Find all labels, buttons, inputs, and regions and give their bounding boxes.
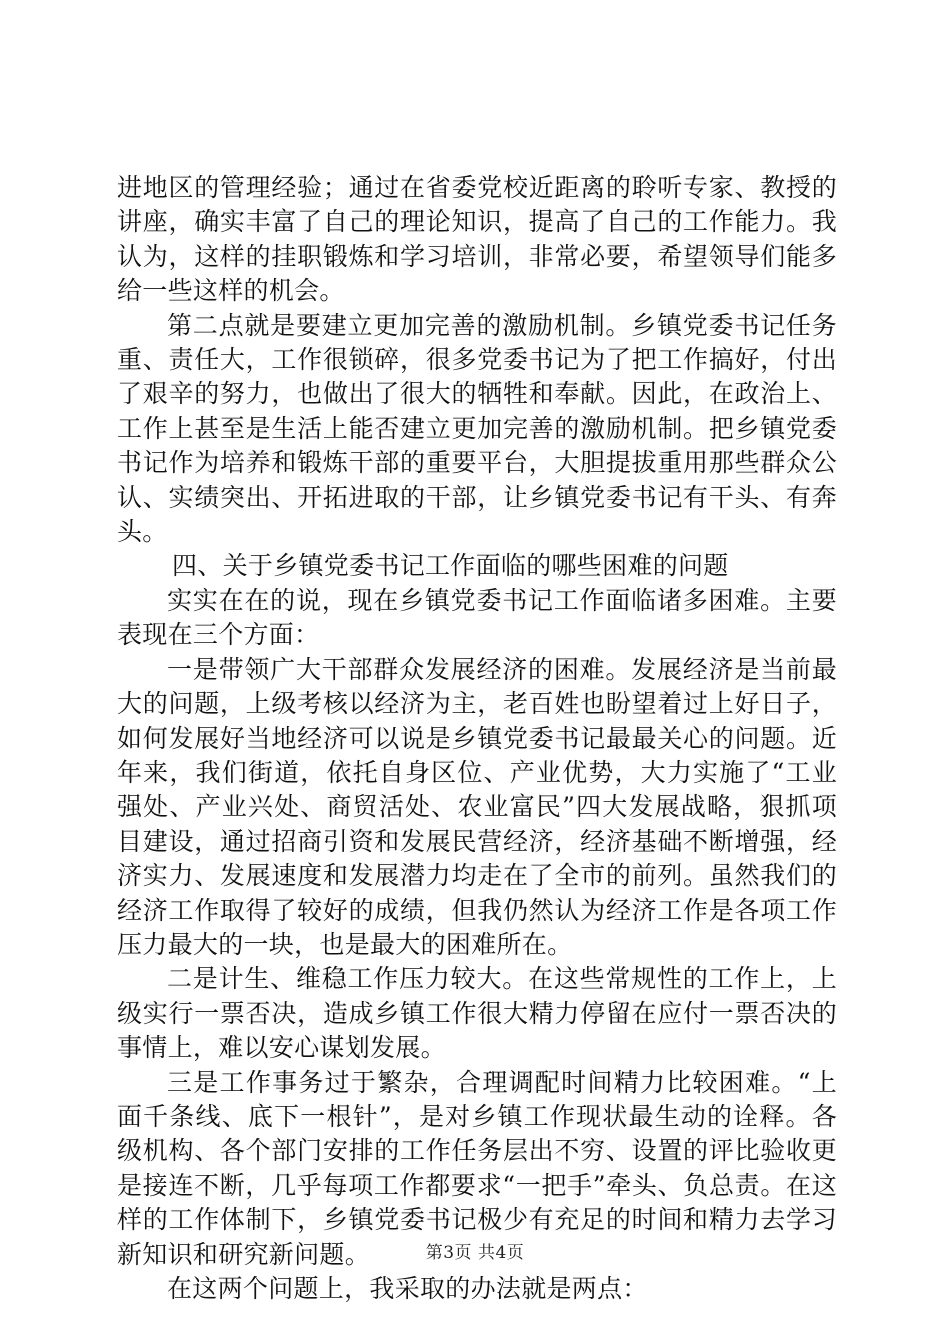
paragraph-approach: 在这两个问题上，我采取的办法就是两点： bbox=[167, 1274, 648, 1303]
paragraph-family-planning-stability: 二是计生、维稳工作压力较大。在这些常规性的工作上，上级实行一票否决，造成乡镇工作很大精力停留在应付一票否决的事情上，难以安心谋划发展。 bbox=[117, 964, 837, 1063]
paragraph-continuation: 进地区的管理经验；通过在省委党校近距离的聆听专家、教授的讲座，确实丰富了自己的理论知识，提高了自己的工作能力。我认为，这样的挂职锻炼和学习培训，非常必要，希望领导们能多给一些这样的机会。 bbox=[117, 173, 837, 306]
document-body bbox=[117, 171, 837, 1306]
paragraph-economic-difficulty: 一是带领广大干部群众发展经济的困难。发展经济是当前最大的问题，上级考核以经济为主，老百姓也盼望着过上好日子，如何发展好当地经济可以说是乡镇党委书记最最关心的问题。近年来，我们街道，依托自身区位、产业优势，大力实施了“工业强处、产业兴处、商贸活处、农业富民”四大发展战略，狠抓项目建设，通过招商引资和发展民营经济，经济基础不断增强，经济实力、发展速度和发展潜力均走在了全市的前列。虽然我们的经济工作取得了较好的成绩，但我仍然认为经济工作是各项工作压力最大的一块，也是最大的困难所在。 bbox=[117, 654, 837, 959]
paragraph-incentive-mechanism: 第二点就是要建立更加完善的激励机制。乡镇党委书记任务重、责任大，工作很锁碎，很多党委书记为了把工作搞好，付出了艰辛的努力，也做出了很大的牺牲和奉献。因此，在政治上、工作上甚至是生活上能否建立更加完善的激励机制。把乡镇党委书记作为培养和锻炼干部的重要平台，大胆提拔重用那些群众公认、实绩突出、开拓进取的干部，让乡镇党委书记有干头、有奔头。 bbox=[117, 310, 837, 547]
paragraph-difficulties-intro: 实实在在的说，现在乡镇党委书记工作面临诸多困难。主要表现在三个方面： bbox=[117, 585, 837, 650]
page-number-footer: 第3页 共4页 bbox=[425, 1243, 525, 1263]
paragraph-complex-affairs: 三是工作事务过于繁杂，合理调配时间精力比较困难。“上面千条线、底下一根针”，是对乡镇工作现状最生动的诠释。各级机构、各个部门安排的工作任务层出不穷、设置的评比验收更是接连不断，几乎每项工作都要求“一把手”牵头、负总责。在这样的工作体制下，乡镇党委书记极少有充足的时间和精力去学习新知识和研究新问题。 bbox=[117, 1067, 837, 1269]
section-heading-difficulties: 四、关于乡镇党委书记工作面临的哪些困难的问题 bbox=[172, 551, 729, 581]
